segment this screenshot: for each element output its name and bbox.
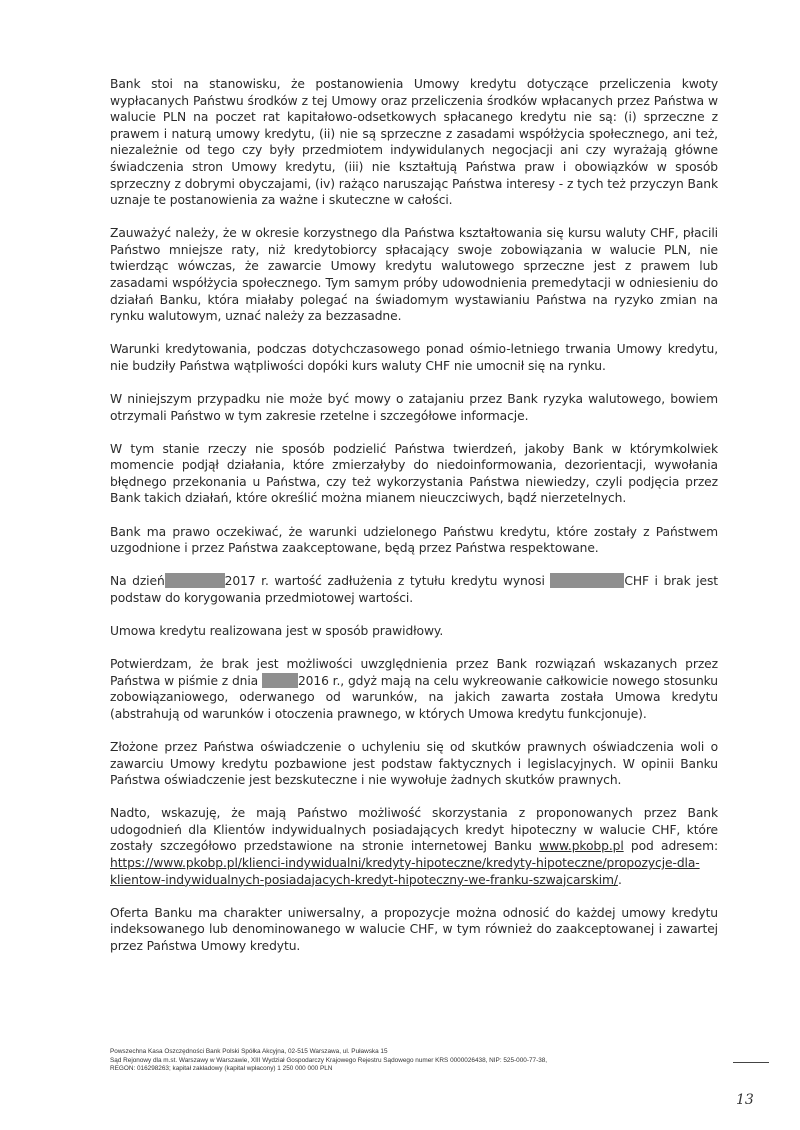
footer-divider [733,1062,769,1063]
paragraph-currency-risk: W niniejszym przypadku nie może być mowy o zatajaniu przez Bank ryzyka walutowego, bowiem otrzymali Państwo w tym zakresie rzetelne i szczegółowe informacje. [110,392,718,423]
letter-body [110,76,718,971]
paragraph-solutions-rejected [110,656,718,722]
paragraph-contract-status: Umowa kredytu realizowana jest w sposób prawidłowy. [110,623,444,638]
page-number-mark: 13 [736,1092,754,1108]
paragraph-bank-position: Bank stoi na stanowisku, że postanowienia Umowy kredytu dotyczące przeliczenia kwoty wypłacanych Państwu środków z tej Umowy oraz przeliczenia środków wpłacanych przez Państwa w walucie PLN na poczet rat kapitałowo-odsetkowych spłacanego kredytu nie są: (i) sprzeczne z prawem i naturą umowy kredytu, (ii) nie są sprzeczne z zasadami współżycia społecznego, ani też, niezależnie od tego czy były przedmiotem indywidulanych negocjacji ani czy wyrażają główne świadczenia stron Umowy kredytu, (iii) nie kształtują Państwa praw i obowiązków w sposób sprzeczny z dobrymi obyczajami, (iv) rażąco naruszając Państwa interesy - z tych też przyczyn Bank uznaje te postanowienia za ważne i skuteczne w całości. [110,77,718,208]
debt-value-text-3: CHF i brak jest podstaw do korygowania przedmiotowej wartości. [110,574,718,605]
paragraph-universal-offer: Oferta Banku ma charakter uniwersalny, a propozycje można odnosić do każdej umowy kredytu indeksowanego lub denominowanego w walucie CHF, w tym również do zaakceptowanej i zawartej przez Państwa Umowy kredytu. [110,905,718,953]
offer-url-link[interactable]: https://www.pkobp.pl/klienci-indywidualni/kredyty-hipoteczne/kredyty-hipoteczne/propozycje-dla-klientow-indywidualnych-posiadajacych-kredyt-hipoteczny-we-franku-szwajcarskim/ [110,855,700,887]
redacted-date [165,573,225,588]
paragraph-credit-terms: Warunki kredytowania, podczas dotychczasowego ponad ośmio-letniego trwania Umowy kredytu, nie budziły Państwa wątpliwości dopóki kurs waluty CHF nie umocnił się na rynku. [110,342,718,373]
footer-line-1: Powszechna Kasa Oszczędności Bank Polski Spółka Akcyjna, 02-515 Warszawa, ul. Puławska 15 [110,1048,388,1055]
solutions-text-2: 2016 r., gdyż mają na celu wykreowanie całkowicie nowego stosunku zobowiązaniowego, oderwanego od warunków, na jakich zawarta została Umowa kredytu (abstrahują od warunków i otoczenia prawnego, w których Umowa kredytu funkcjonuje). [110,673,718,721]
paragraph-favorable-rate: Zauważyć należy, że w okresie korzystnego dla Państwa kształtowania się kursu waluty CHF, płacili Państwo mniejsze raty, niż kredytobiorcy spłacający swoje zobowiązania w walucie PLN, nie twierdząc wówczas, że zawarcie Umowy kredytu walutowego sprzeczne jest z prawem lub zasadami współżycia społecznego. Tym samym próby udowodnienia premedytacji w odniesieniu do działań Banku, która miałaby polegać na świadomym wystawianiu Państwa na ryzyko zmian na rynku walutowym, uznać należy za bezzasadne. [110,226,718,324]
paragraph-claims-rejected: W tym stanie rzeczy nie sposób podzielić Państwa twierdzeń, jakoby Bank w którymkolwiek momencie podjął działania, które zmierzałyby do niedoinformowania, dezorientacji, wywołania błędnego przekonania u Państwa, czy też wykorzystania Państwa niewiedzy, czyli podjęcia przez Bank takich działań, które określić można mianem nieuczciwych, bądź nierzetelnych. [110,441,718,506]
offer-text-3: . [617,872,622,887]
solutions-text-1: Potwierdzam, że brak jest możliwości uwzględnienia przez Bank rozwiązań wskazanych przez Państwa w piśmie z dnia [110,657,718,688]
paragraph-bank-expectation: Bank ma prawo oczekiwać, że warunki udzielonego Państwu kredytu, które zostały z Państwem uzgodnione i przez Państwa zaakceptowane, będą przez Państwa respektowane. [110,524,718,556]
paragraph-declaration: Złożone przez Państwa oświadczenie o uchyleniu się od skutków prawnych oświadczenia woli o zawarciu Umowy kredytu pozbawione jest podstaw faktycznych i legislacyjnych. W opinii Banku Państwa oświadczenie jest bezskuteczne i nie wywołuje żadnych skutków prawnych. [110,739,718,788]
paragraph-offer-info [110,805,718,888]
redacted-letter-date [262,673,298,688]
debt-value-text-1: Na dzień [110,574,165,589]
offer-text-1: Nadto, wskazuję, że mają Państwo możliwość skorzystania z proponowanych przez Bank udogodnień dla Klientów indywidualnych posiadających kredyt hipoteczny w walucie CHF, które zostały szczegółowo przedstawione na stronie internetowej Banku [110,806,718,854]
company-footer [110,1048,670,1074]
offer-text-2: pod adresem: [630,839,719,854]
footer-line-2: Sąd Rejonowy dla m.st. Warszawy w Warszawie, XIII Wydział Gospodarczy Krajowego Rejestru Sądowego numer KRS 0000026438, NIP: 525-000-77-38, [110,1056,548,1064]
redacted-amount [550,573,624,588]
footer-line-3: REGON: 016298263; kapitał zakładowy (kapitał wpłacony) 1 250 000 000 PLN [110,1065,333,1073]
paragraph-debt-value [110,573,718,606]
bank-website-link[interactable]: www.pkobp.pl [539,839,624,854]
debt-value-text-2: 2017 r. wartość zadłużenia z tytułu kredytu wynosi [224,574,545,589]
